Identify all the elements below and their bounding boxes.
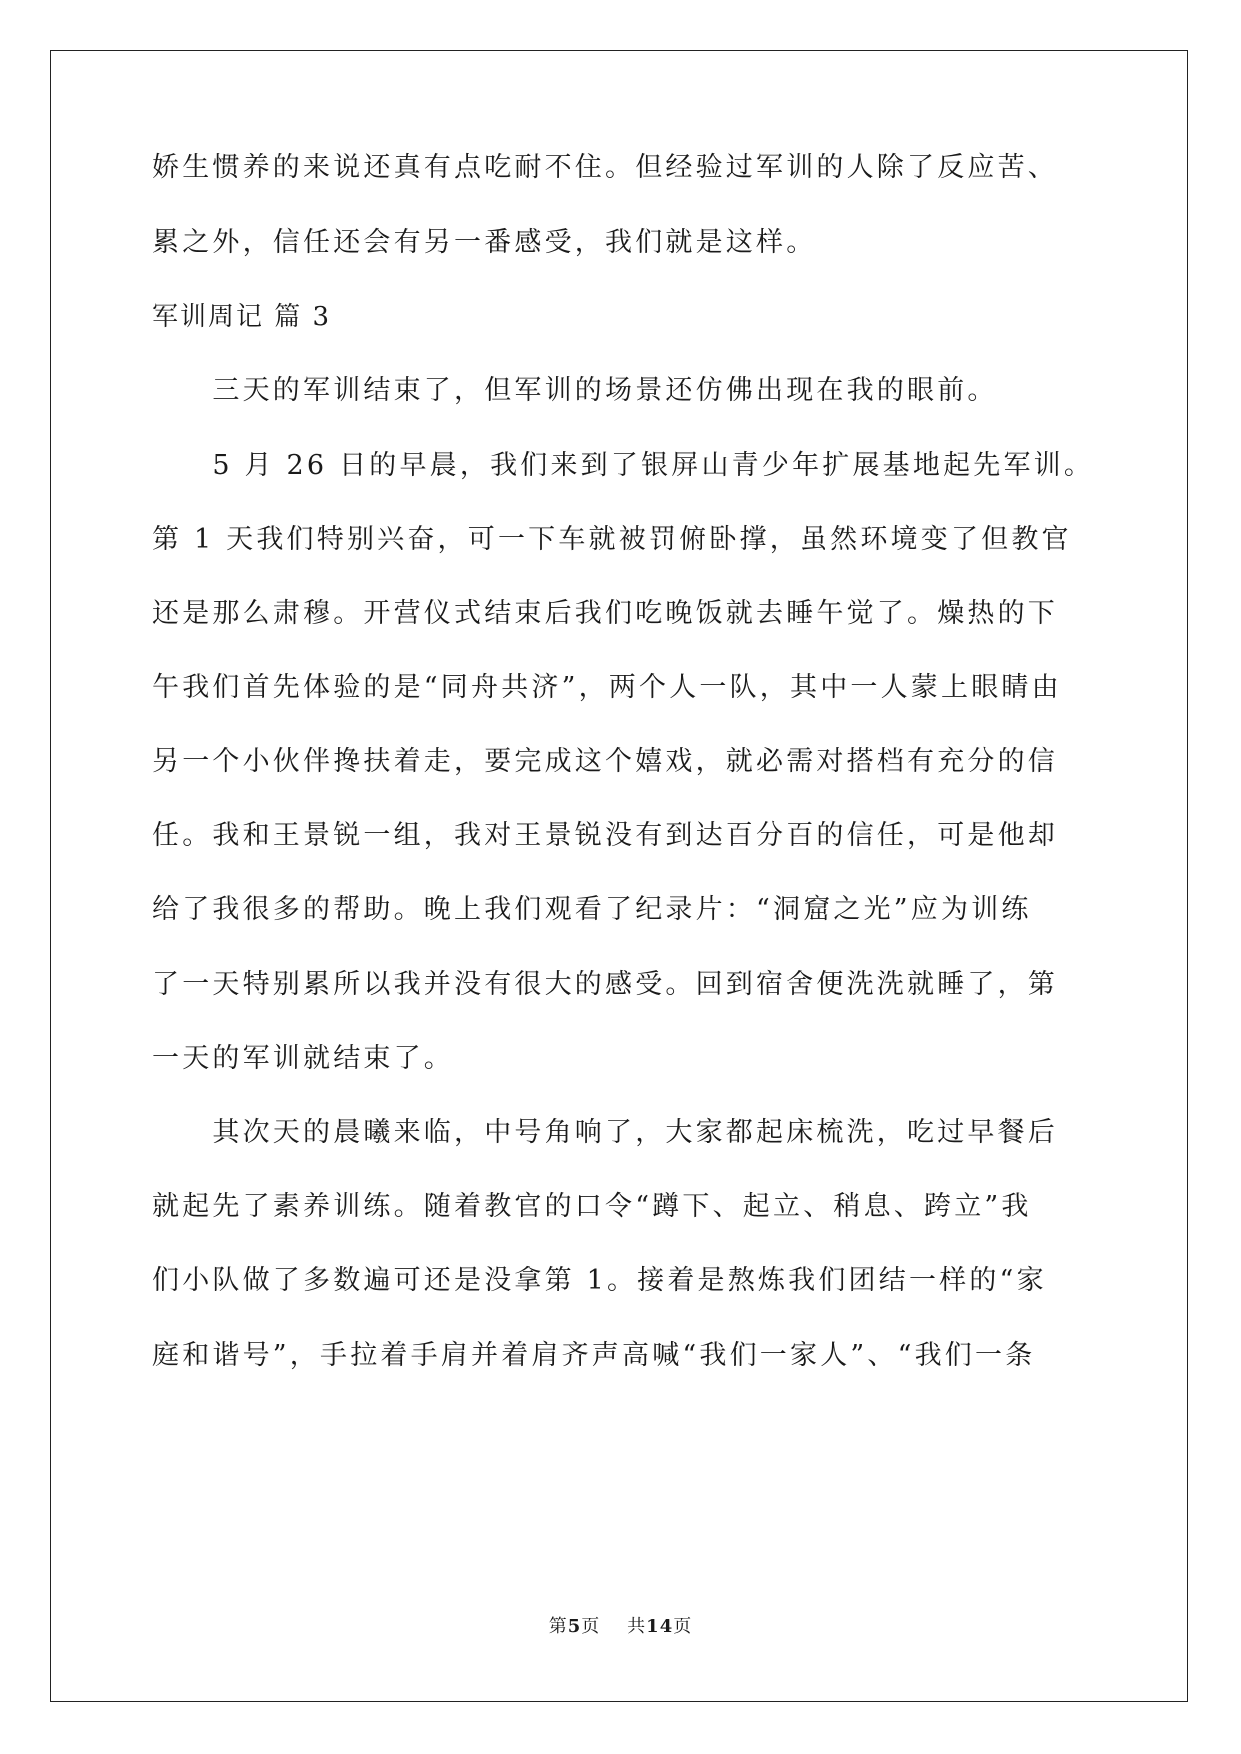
footer-total-prefix: 共 <box>627 1616 647 1637</box>
body-line: 还是那么肃穆。开营仪式结束后我们吃晚饭就去睡午觉了。燥热的下 <box>152 598 1058 629</box>
body-line: 娇生惯养的来说还真有点吃耐不住。但经验过军训的人除了反应苦、 <box>152 152 1058 183</box>
body-line: 任。我和王景锐一组，我对王景锐没有到达百分百的信任，可是他却 <box>152 820 1058 851</box>
body-line: 给了我很多的帮助。晚上我们观看了纪录片：“洞窟之光”应为训练 <box>152 894 1032 925</box>
section-heading: 军训周记 篇 3 <box>152 302 332 332</box>
footer-prefix: 第 <box>548 1616 568 1637</box>
body-line: 另一个小伙伴搀扶着走，要完成这个嬉戏，就必需对搭档有充分的信 <box>152 746 1058 777</box>
body-line: 庭和谐号”，手拉着手肩并着肩齐声高喊“我们一家人”、“我们一条 <box>152 1340 1036 1371</box>
body-line: 5 月 26 日的早晨，我们来到了银屏山青少年扩展基地起先军训。 <box>152 450 1095 481</box>
page-footer <box>0 1612 1241 1638</box>
body-line: 就起先了素养训练。随着教官的口令“蹲下、起立、稍息、跨立”我 <box>152 1191 1032 1222</box>
footer-page-unit: 页 <box>581 1616 601 1637</box>
page-number: 5 <box>567 1616 582 1637</box>
body-line: 一天的军训就结束了。 <box>152 1043 454 1074</box>
total-pages: 14 <box>646 1616 674 1637</box>
body-line: 们小队做了多数遍可还是没拿第 1。接着是熬炼我们团结一样的“家 <box>152 1265 1047 1296</box>
body-line: 其次天的晨曦来临，中号角响了，大家都起床梳洗，吃过早餐后 <box>152 1117 1058 1148</box>
body-line: 了一天特别累所以我并没有很大的感受。回到宿舍便洗洗就睡了，第 <box>152 969 1058 1000</box>
body-line: 三天的军训结束了，但军训的场景还仿佛出现在我的眼前。 <box>152 375 998 406</box>
body-line: 午我们首先体验的是“同舟共济”，两个人一队，其中一人蒙上眼睛由 <box>152 672 1062 703</box>
body-line: 累之外，信任还会有另一番感受，我们就是这样。 <box>152 227 817 258</box>
body-line: 第 1 天我们特别兴奋，可一下车就被罚俯卧撑，虽然环境变了但教官 <box>152 524 1072 555</box>
footer-total-unit: 页 <box>673 1616 693 1637</box>
